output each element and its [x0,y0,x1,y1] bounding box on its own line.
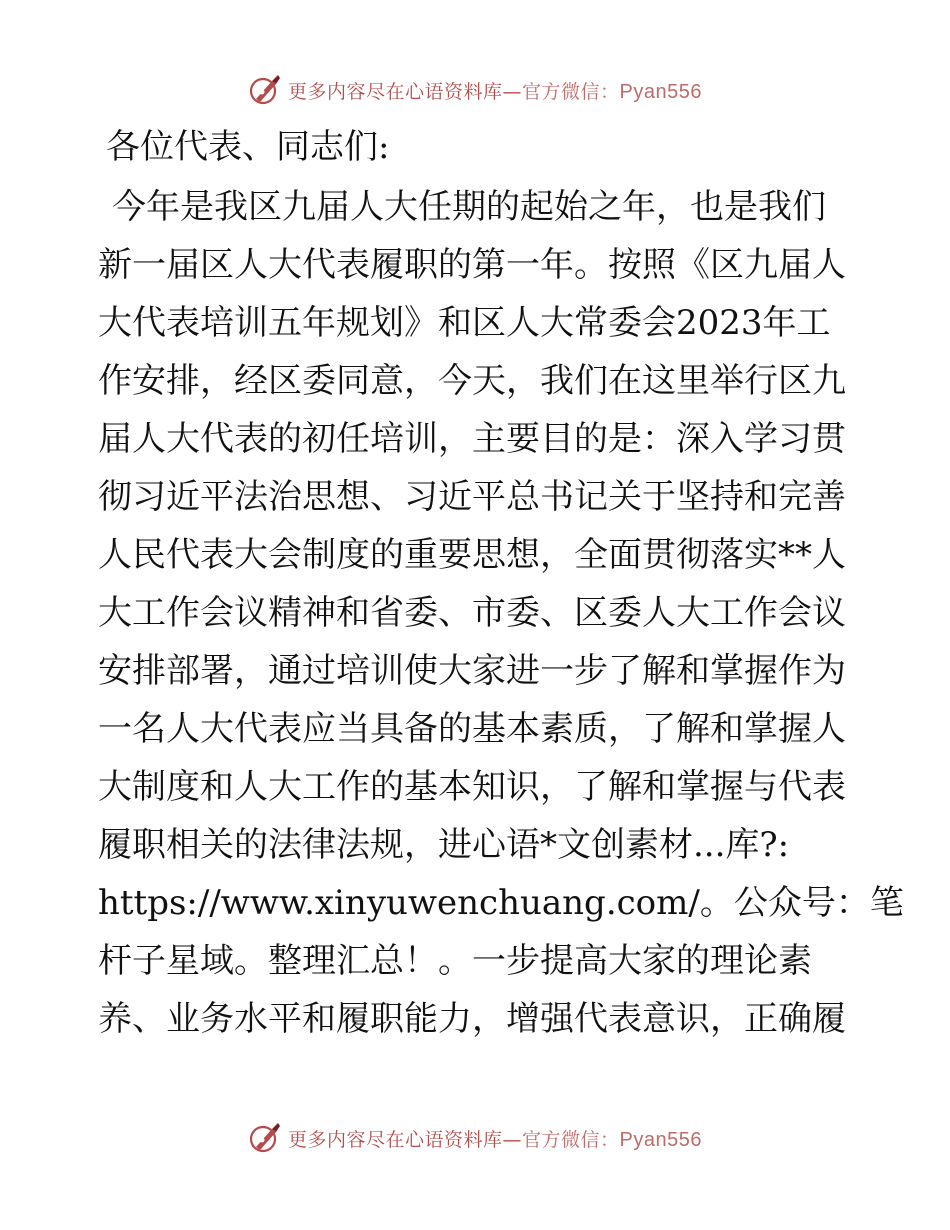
paragraph-line: 彻习近平法治思想、习近平总书记关于坚持和完善 [98,477,846,517]
paragraph-line: 履职相关的法律法规，进心语*文创素材...库?: [98,825,790,865]
pen-logo-icon [248,73,282,107]
footer-watermark-banner [0,1118,950,1158]
watermark-text: 更多内容尽在心语资料库—官方微信：Pyan556 [288,1128,702,1151]
header-watermark-banner [0,70,950,110]
paragraph-line: 作安排，经区委同意，今天，我们在这里举行区九 [98,361,846,401]
pen-logo-icon [248,1121,282,1155]
paragraph-line: 今年是我区九届人大任期的起始之年，也是我们 [112,187,826,227]
salutation: 各位代表、同志们: [106,127,390,167]
watermark-text: 更多内容尽在心语资料库—官方微信：Pyan556 [288,80,702,103]
paragraph-line: 一名人大代表应当具备的基本素质，了解和掌握人 [98,709,846,749]
paragraph-line: 杆子星域。整理汇总！。一步提高大家的理论素 [98,941,812,981]
paragraph-line: 养、业务水平和履职能力，增强代表意识，正确履 [98,999,846,1039]
paragraph-line: 大代表培训五年规划》和区人大常委会2023年工 [98,303,831,343]
document-body [98,118,904,1048]
paragraph-line: 大工作会议精神和省委、市委、区委人大工作会议 [98,593,846,633]
paragraph-line: 新一届区人大代表履职的第一年。按照《区九届人 [98,245,846,285]
paragraph-line: 届人大代表的初任培训，主要目的是：深入学习贯 [98,419,846,459]
paragraph-line: 人民代表大会制度的重要思想，全面贯彻落实**人 [98,535,846,575]
paragraph-line: 大制度和人大工作的基本知识，了解和掌握与代表 [98,767,846,807]
paragraph-line: 安排部署，通过培训使大家进一步了解和掌握作为 [98,651,846,691]
paragraph-line-url: https://www.xinyuwenchuang.com/。公众号：笔 [98,883,904,923]
